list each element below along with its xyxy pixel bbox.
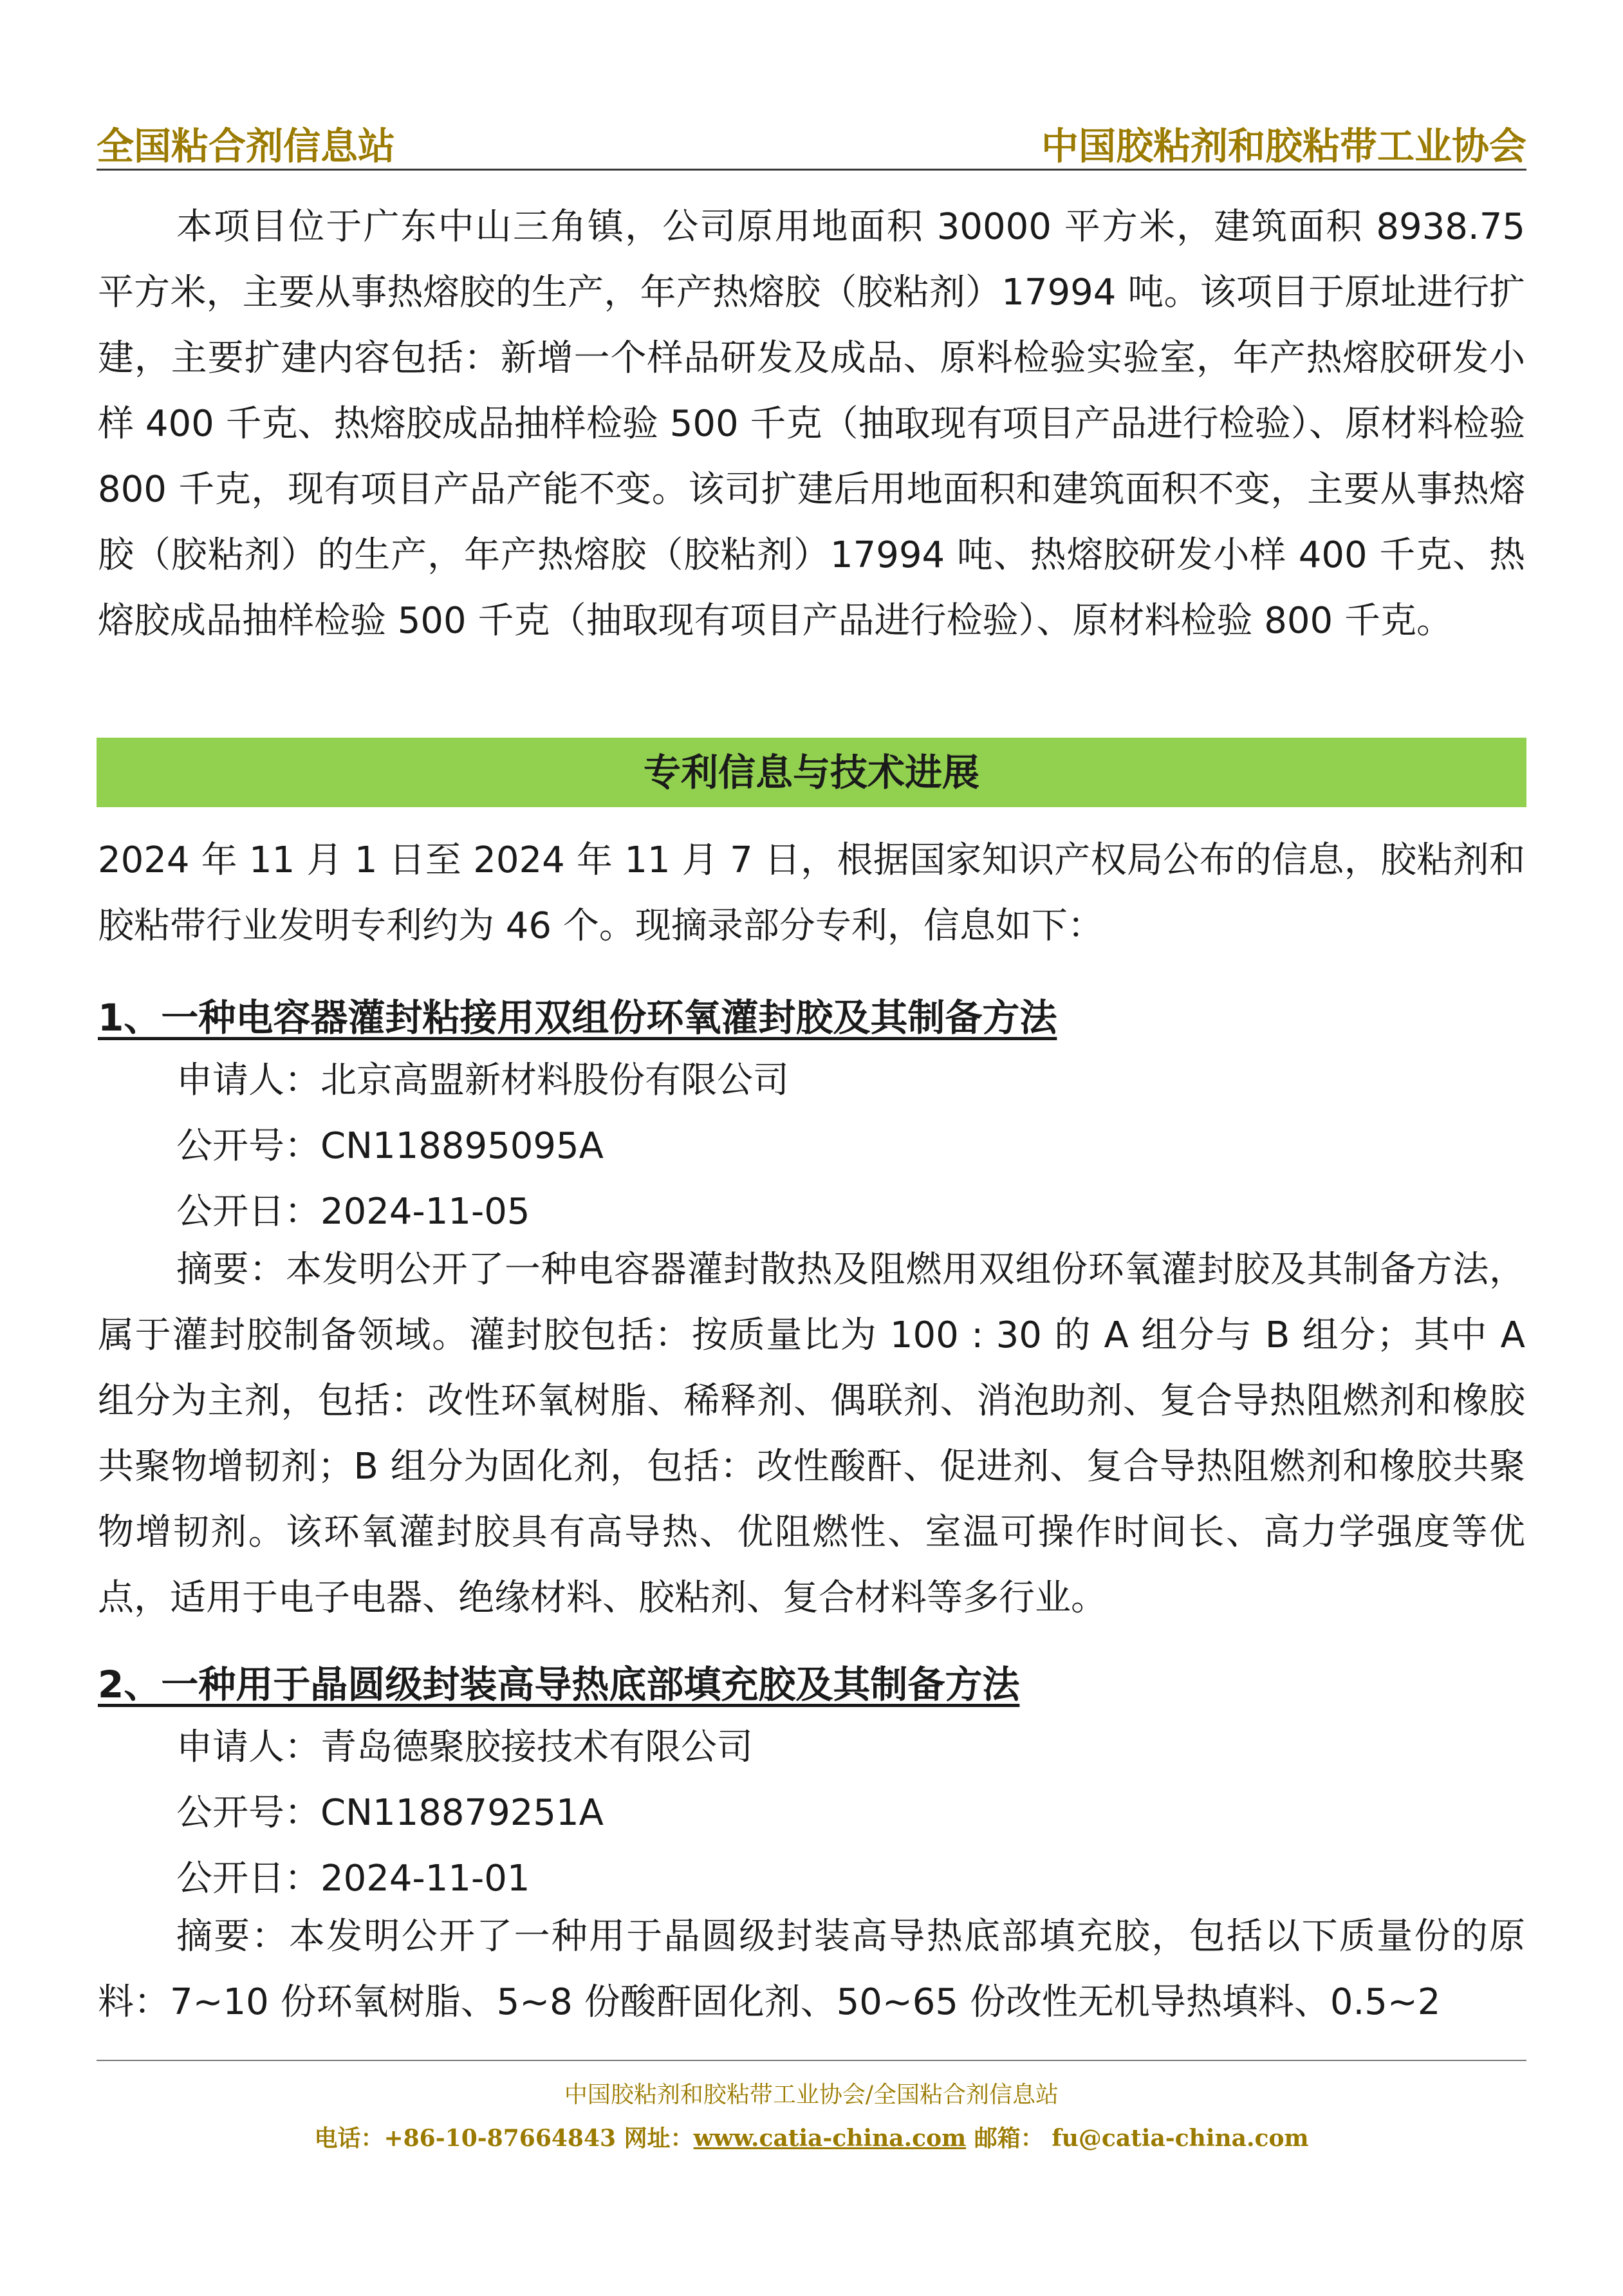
- patent-2-applicant: 申请人：青岛德聚胶接技术有限公司: [176, 1726, 753, 1768]
- footer-divider: [97, 2060, 1526, 2061]
- header-left-title: 全国粘合剂信息站: [97, 124, 396, 168]
- patent-2-abstract: 摘要：本发明公开了一种用于晶圆级封装高导热底部填充胶，包括以下质量份的原料：7~10 份环氧树脂、5~8 份酸酐固化剂、50~65 份改性无机导热填料、0.5~2: [98, 1916, 1525, 2023]
- section-intro: 2024 年 11 月 1 日至 2024 年 11 月 7 日，根据国家知识产权局公布的信息，胶粘剂和胶粘带行业发明专利约为 46 个。现摘录部分专利，信息如下：: [98, 839, 1525, 947]
- section-banner: [97, 738, 1526, 807]
- footer-site-link[interactable]: www.catia-china.com: [693, 2125, 967, 2152]
- patent-1-pub-no: 公开号：CN118895095A: [176, 1125, 604, 1167]
- patent-2-pub-no: 公开号：CN118879251A: [176, 1792, 604, 1834]
- footer-phone: 电话：+86-10-87664843: [314, 2125, 617, 2152]
- intro-paragraph: 本项目位于广东中山三角镇，公司原用地面积 30000 平方米，建筑面积 8938.75 平方米，主要从事热熔胶的生产，年产热熔胶（胶粘剂）17994 吨。该项目于原址进行扩建，主要扩建内容包括：新增一个样品研发及成品、原料检验实验室，年产热熔胶研发小样 400 千克、热熔胶成品抽样检验 500 千克（抽取现有项目产品进行检验）、原材料检验 800 千克，现有项目产品产能不变。该司扩建后用地面积和建筑面积不变，主要从事热熔胶（胶粘剂）的生产，年产热熔胶（胶粘剂）17994 吨、热熔胶研发小样 400 千克、热熔胶成品抽样检验 500 千克（抽取现有项目产品进行检验）、原材料检验 800 千克。: [98, 206, 1525, 642]
- footer-email: 邮箱： fu@catia-china.com: [974, 2125, 1309, 2152]
- patent-1-applicant: 申请人：北京高盟新材料股份有限公司: [176, 1059, 789, 1101]
- footer-contact: [0, 2120, 1623, 2153]
- header-right-title: 中国胶粘剂和胶粘带工业协会: [1041, 124, 1526, 168]
- section-title: 专利信息与技术进展: [643, 751, 979, 794]
- patent-1-title: 1、一种电容器灌封粘接用双组份环氧灌封胶及其制备方法: [98, 996, 1057, 1040]
- header-divider: [97, 169, 1526, 171]
- footer-site-label: 网址：: [624, 2125, 694, 2152]
- patent-2-title: 2、一种用于晶圆级封装高导热底部填充胶及其制备方法: [98, 1663, 1020, 1706]
- patent-1-abstract: 摘要：本发明公开了一种电容器灌封散热及阻燃用双组份环氧灌封胶及其制备方法，属于灌封胶制备领域。灌封胶包括：按质量比为 100 : 30 的 A 组分与 B 组分；其中 A 组分为主剂，包括：改性环氧树脂、稀释剂、偶联剂、消泡助剂、复合导热阻燃剂和橡胶共聚物增韧剂；B 组分为固化剂，包括：改性酸酐、促进剂、复合导热阻燃剂和橡胶共聚物增韧剂。该环氧灌封胶具有高导热、优阻燃性、室温可操作时间长、高力学强度等优点，适用于电子电器、绝缘材料、胶粘剂、复合材料等多行业。: [98, 1249, 1525, 1619]
- patent-2-pub-date: 公开日：2024-11-01: [176, 1858, 530, 1899]
- patent-1-pub-date: 公开日：2024-11-05: [176, 1191, 530, 1233]
- footer-org: 中国胶粘剂和胶粘带工业协会/全国粘合剂信息站: [564, 2082, 1059, 2108]
